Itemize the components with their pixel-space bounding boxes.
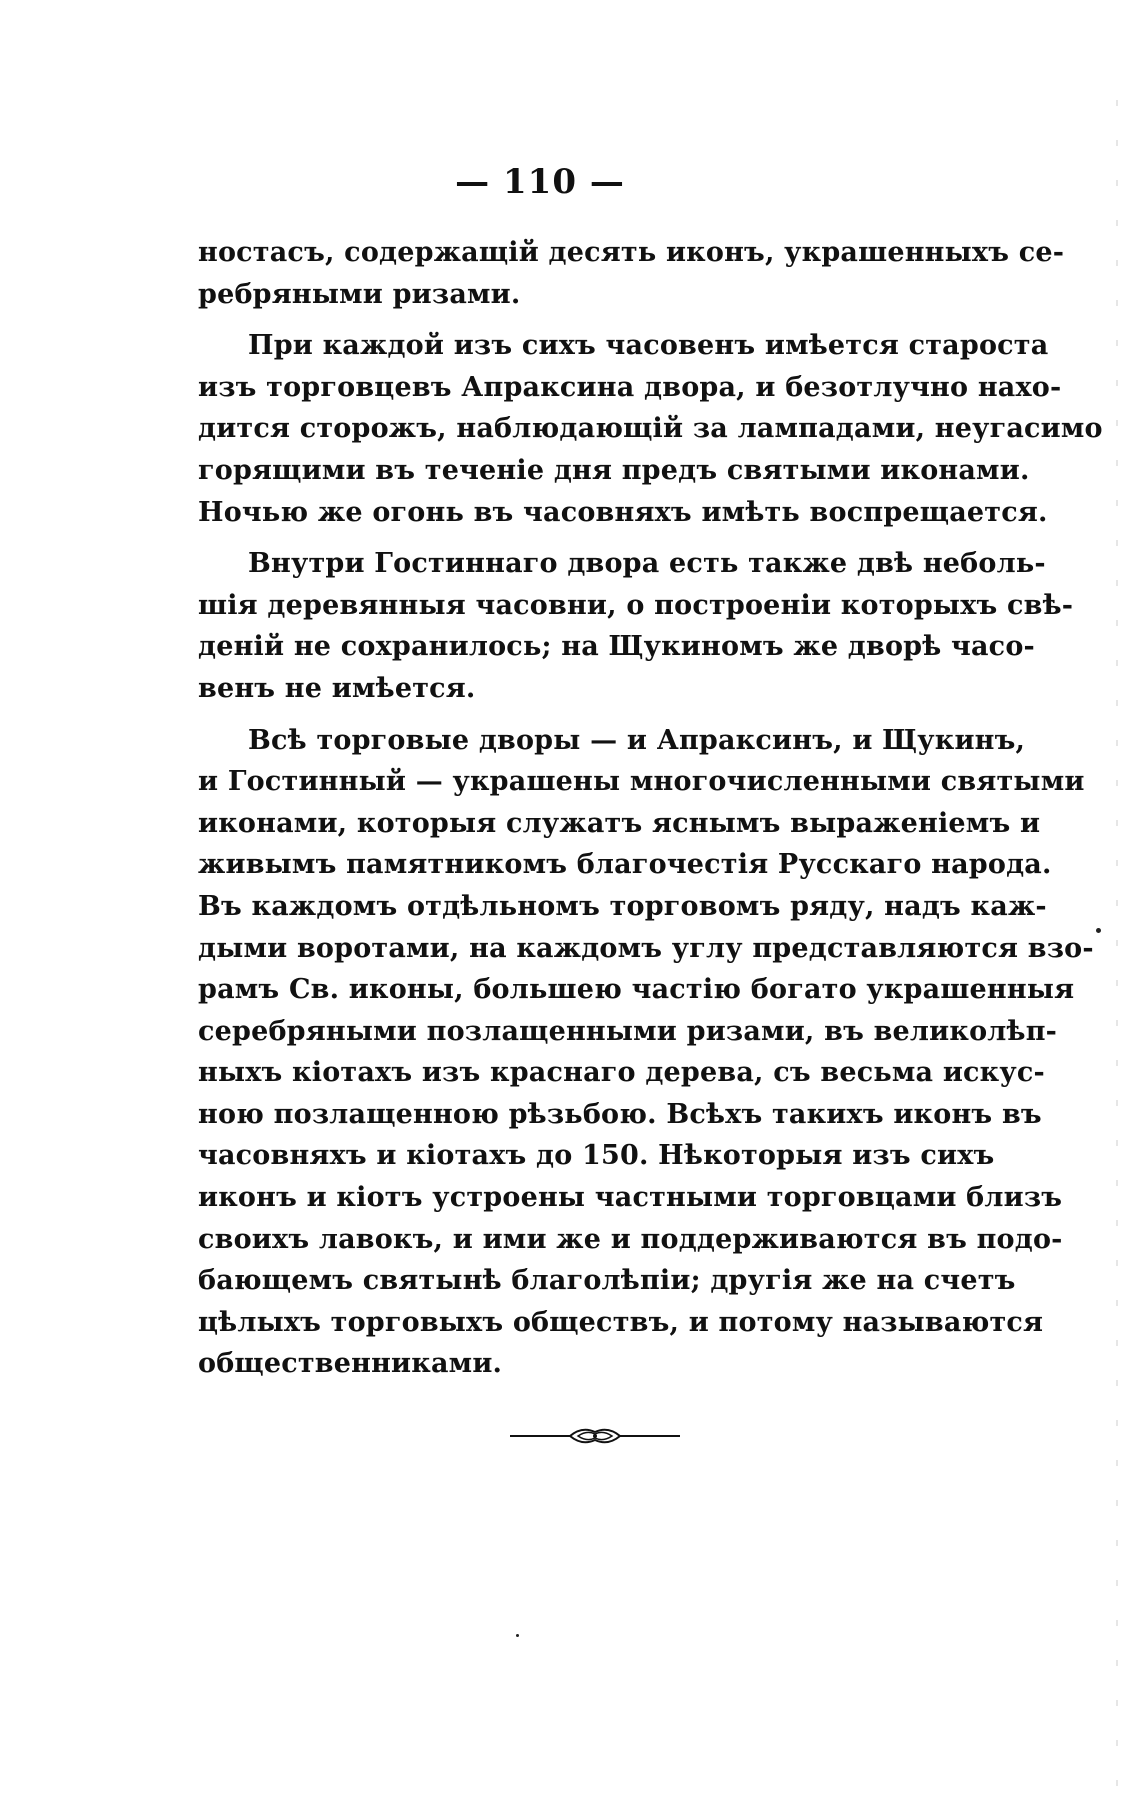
text-line: живымъ памятникомъ благочестія Русскаго народа. xyxy=(198,849,1052,881)
text-line: и Гостинный — украшены многочисленными святыми xyxy=(198,766,1085,798)
paragraph-3 xyxy=(198,543,1074,709)
text-line: дыми воротами, на каждомъ углу представляются взо- xyxy=(198,932,1094,964)
text-line: иконами, которыя служатъ яснымъ выраженіемъ и xyxy=(198,807,1041,839)
text-line: Ночью же огонь въ часовняхъ имѣть воспрещается. xyxy=(198,496,1048,528)
page-edge-shadow xyxy=(1116,100,1118,1800)
body-text xyxy=(198,232,1103,1385)
text-line: ныхъ кіотахъ изъ краснаго дерева, съ весьма искус- xyxy=(198,1057,1045,1089)
text-line: цѣлыхъ торговыхъ обществъ, и потому называются xyxy=(198,1306,1044,1338)
page-number: — 110 — xyxy=(455,162,625,202)
text-line: Всѣ торговые дворы — и Апраксинъ, и Щукинъ, xyxy=(248,724,1026,756)
ornamental-divider-icon xyxy=(510,1424,680,1448)
text-line: часовняхъ и кіотахъ до 150. Нѣкоторыя изъ сихъ xyxy=(198,1140,995,1172)
text-line: горящими въ теченіе дня предъ святыми иконами. xyxy=(198,454,1030,486)
text-line: бающемъ святынѣ благолѣпіи; другія же на счетъ xyxy=(198,1265,1016,1297)
paragraph-2 xyxy=(198,325,1103,533)
text-line: дится сторожъ, наблюдающій за лампадами, неугасимо xyxy=(198,413,1103,445)
text-line: ностасъ, содержащій десять иконъ, украшенныхъ се- xyxy=(198,237,1065,268)
page-speck xyxy=(516,1634,519,1637)
text-line: ребряными ризами. xyxy=(198,278,521,310)
text-line: При каждой изъ сихъ часовенъ имѣется староста xyxy=(248,330,1049,362)
text-line: общественниками. xyxy=(198,1348,503,1380)
text-line: рамъ Св. иконы, большею частію богато украшенныя xyxy=(198,974,1075,1006)
text-line: шія деревянныя часовни, о построеніи которыхъ свѣ- xyxy=(198,589,1074,621)
text-line: своихъ лавокъ, и ими же и поддерживаются въ подо- xyxy=(198,1223,1063,1255)
text-line: ною позлащенною рѣзьбою. Всѣхъ такихъ иконъ въ xyxy=(198,1098,1042,1130)
text-line: серебряными позлащенными ризами, въ великолѣп- xyxy=(198,1015,1058,1047)
text-line: деній не сохранилось; на Щукиномъ же дворѣ часо- xyxy=(198,631,1035,663)
text-line: Внутри Гостиннаго двора есть также двѣ неболь- xyxy=(248,548,1046,580)
paragraph-1 xyxy=(198,232,1065,315)
text-line: иконъ и кіотъ устроены частными торговцами близъ xyxy=(198,1182,1063,1214)
text-line: Въ каждомъ отдѣльномъ торговомъ ряду, надъ каж- xyxy=(198,890,1047,922)
page-speck xyxy=(1096,928,1101,933)
paragraph-4 xyxy=(198,720,1094,1386)
text-line: венъ не имѣется. xyxy=(198,672,476,704)
text-line: изъ торговцевъ Апраксина двора, и безотлучно нахо- xyxy=(198,371,1062,403)
